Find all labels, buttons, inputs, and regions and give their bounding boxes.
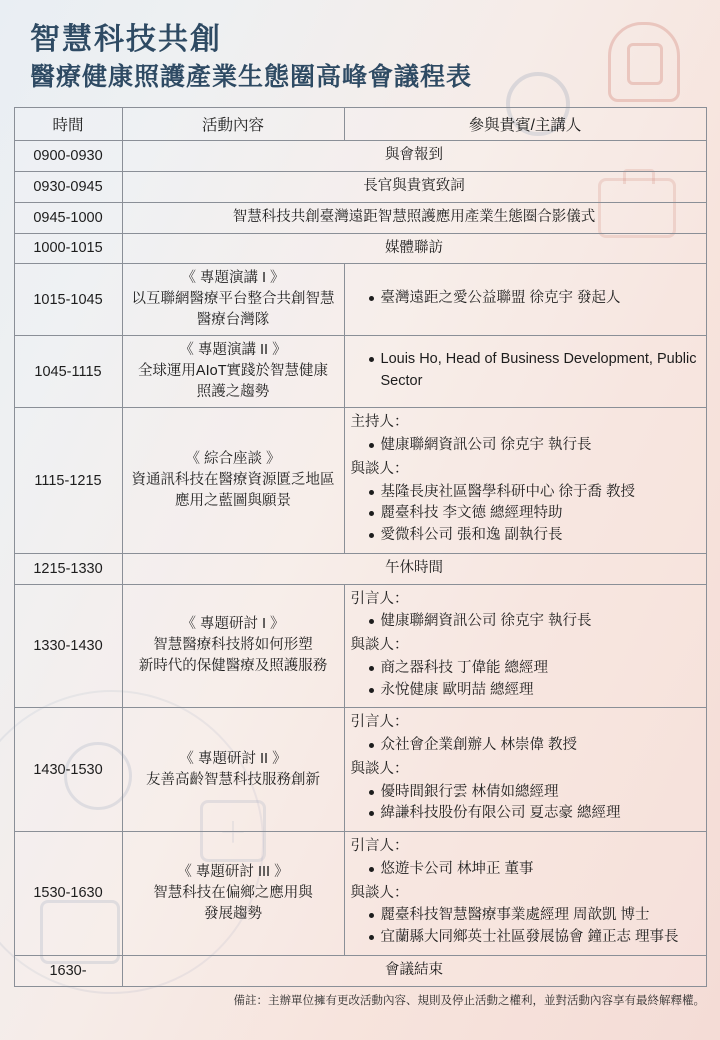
cell-guest <box>344 832 706 956</box>
table-row <box>14 264 706 336</box>
activity-line: 《 專題研討 II 》 <box>179 750 287 767</box>
cell-activity <box>122 264 344 336</box>
cell-activity-full: 會議結束 <box>122 955 706 986</box>
column-header-guest: 參與貴賓/主講人 <box>344 108 706 141</box>
agenda-body <box>14 141 706 986</box>
activity-line: 發展趨勢 <box>204 905 262 922</box>
guest-list <box>351 482 700 547</box>
cell-time: 1215-1330 <box>14 553 122 584</box>
footer-note: 備註：主辦單位擁有更改活動內容、規則及停止活動之權利，並對活動內容享有最終解釋權。 <box>233 994 705 1007</box>
list-item: 麗臺科技智慧醫療事業處經理 周歆凱 博士 <box>369 905 700 927</box>
activity-line: 《 專題演講 II 》 <box>179 342 287 359</box>
cell-time: 0930-0945 <box>14 172 122 203</box>
guest-role-label: 引言人： <box>350 838 409 855</box>
poster-header <box>0 0 720 103</box>
activity-line: 《 專題演講 I 》 <box>181 270 285 287</box>
activity-line: 智慧科技在偏鄉之應用與 <box>153 884 313 901</box>
list-item: 愛微科公司 張和逸 副執行長 <box>369 525 700 547</box>
list-item: 宜蘭縣大同鄉英士社區發展協會 鐘正志 理事長 <box>369 927 700 949</box>
cell-activity-full: 長官與貴賓致詞 <box>122 172 706 203</box>
table-row <box>14 584 706 708</box>
list-item: 商之器科技 丁偉能 總經理 <box>369 658 700 680</box>
guest-list <box>351 435 700 457</box>
activity-line: 全球運用AIoT實踐於智慧健康 <box>137 363 329 380</box>
cell-time: 1000-1015 <box>14 233 122 264</box>
list-item: 健康聯網資訊公司 徐克宇 執行長 <box>369 435 700 457</box>
guest-list <box>351 349 700 393</box>
cell-time: 1115-1215 <box>14 408 122 554</box>
cell-guest <box>344 264 706 336</box>
cell-activity-full: 媒體聯訪 <box>122 233 706 264</box>
cell-time: 1045-1115 <box>14 336 122 408</box>
column-header-time: 時間 <box>14 108 122 141</box>
list-item: 麗臺科技 李文德 總經理特助 <box>369 503 700 525</box>
activity-line: 《 專題研討 III 》 <box>177 863 289 880</box>
cell-activity <box>122 708 344 832</box>
activity-line: 新時代的保健醫療及照護服務 <box>138 658 328 675</box>
guest-list <box>351 782 700 826</box>
guest-role-label: 與談人： <box>350 884 409 901</box>
guest-role-label: 與談人： <box>350 637 409 654</box>
guest-role-label: 主持人： <box>350 414 409 431</box>
cell-guest <box>344 584 706 708</box>
cell-time: 1015-1045 <box>14 264 122 336</box>
cell-activity <box>122 408 344 554</box>
list-item: Louis Ho, Head of Business Development, Public Sector <box>369 349 700 393</box>
cell-time: 1530-1630 <box>14 832 122 956</box>
cell-activity <box>122 832 344 956</box>
cell-activity-full: 與會報到 <box>122 141 706 172</box>
table-row <box>14 172 706 203</box>
guest-list <box>351 611 700 633</box>
guest-role-label: 與談人： <box>350 460 409 477</box>
list-item: 悠遊卡公司 林坤正 董事 <box>369 859 700 881</box>
guest-role-label: 引言人： <box>350 714 409 731</box>
activity-line: 友善高齡智慧科技服務創新 <box>146 771 320 788</box>
activity-line: 《 綜合座談 》 <box>185 451 281 468</box>
guest-list <box>351 859 700 881</box>
agenda-table <box>14 107 707 986</box>
list-item: 众社會企業創辦人 林崇偉 教授 <box>369 735 700 757</box>
table-row <box>14 202 706 233</box>
page-title: 智慧科技共創 <box>30 23 222 56</box>
table-row <box>14 708 706 832</box>
cell-activity-full: 智慧科技共創臺灣遠距智慧照護應用產業生態圈合影儀式 <box>122 202 706 233</box>
cell-time: 0900-0930 <box>14 141 122 172</box>
table-row <box>14 233 706 264</box>
list-item: 優時間銀行雲 林倩如總經理 <box>369 782 700 804</box>
activity-line: 智慧醫療科技將如何形塑 <box>153 637 313 654</box>
table-row <box>14 832 706 956</box>
table-row <box>14 141 706 172</box>
table-row <box>14 408 706 554</box>
list-item: 臺灣遠距之愛公益聯盟 徐克宇 發起人 <box>369 288 700 310</box>
table-header-row <box>14 108 706 141</box>
guest-list <box>351 905 700 949</box>
cell-time: 1430-1530 <box>14 708 122 832</box>
cell-guest <box>344 708 706 832</box>
table-row <box>14 336 706 408</box>
table-row <box>14 955 706 986</box>
activity-line: 資通訊科技在醫療資源匱乏地區 <box>131 472 335 489</box>
cell-guest <box>344 336 706 408</box>
cell-time: 1630- <box>14 955 122 986</box>
guest-list <box>351 735 700 757</box>
table-row <box>14 553 706 584</box>
list-item: 緯謙科技股份有限公司 夏志豪 總經理 <box>369 803 700 825</box>
cell-activity <box>122 584 344 708</box>
activity-line: 應用之藍圖與願景 <box>175 493 291 510</box>
page-subtitle: 醫療健康照護產業生態圈高峰會議程表 <box>30 63 473 91</box>
cell-activity-full: 午休時間 <box>122 553 706 584</box>
activity-line: 醫療台灣隊 <box>196 312 270 329</box>
list-item: 永悅健康 歐明喆 總經理 <box>369 680 700 702</box>
guest-list <box>351 658 700 702</box>
activity-line: 《 專題研討 I 》 <box>181 616 285 633</box>
list-item: 基隆長庚社區醫學科研中心 徐于喬 教授 <box>369 482 700 504</box>
activity-line: 照護之趨勢 <box>196 384 270 401</box>
cell-guest <box>344 408 706 554</box>
cell-time: 0945-1000 <box>14 202 122 233</box>
guest-role-label: 與談人： <box>350 760 409 777</box>
guest-list <box>351 288 700 310</box>
activity-line: 以互聯網醫療平台整合共創智慧 <box>131 291 335 308</box>
column-header-activity: 活動內容 <box>122 108 344 141</box>
cell-time: 1330-1430 <box>14 584 122 708</box>
list-item: 健康聯網資訊公司 徐克宇 執行長 <box>369 611 700 633</box>
cell-activity <box>122 336 344 408</box>
guest-role-label: 引言人： <box>350 590 409 607</box>
